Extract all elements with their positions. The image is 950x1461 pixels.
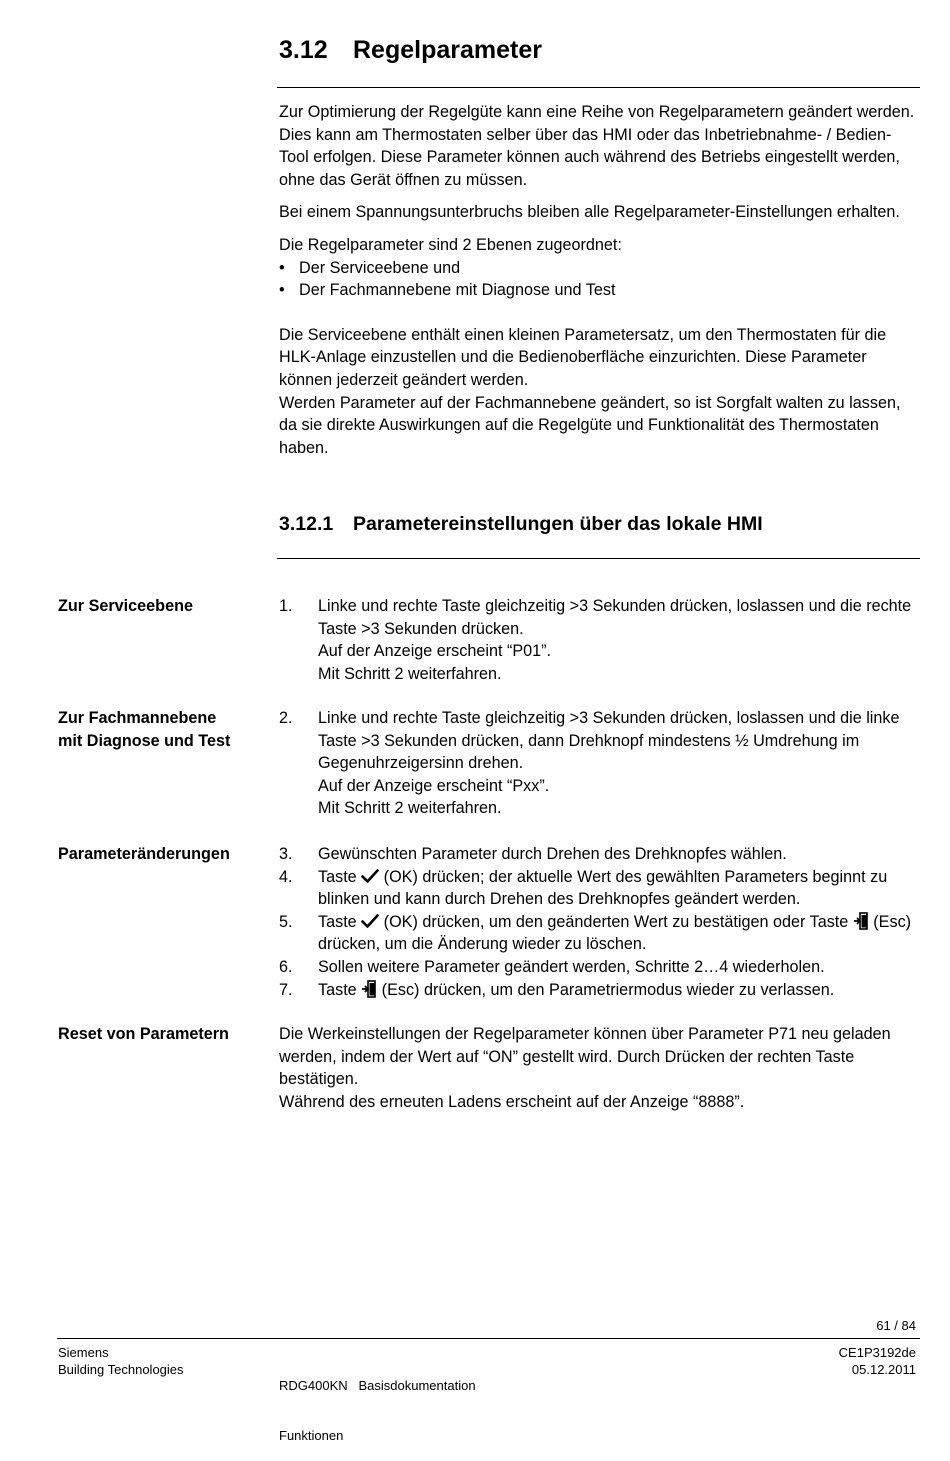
section-title: Regelparameter bbox=[353, 36, 542, 64]
checkmark-icon bbox=[361, 869, 379, 883]
side-label-service: Zur Serviceebene bbox=[58, 597, 193, 615]
intro-paragraph-5: Werden Parameter auf der Fachmannebene geändert, so ist Sorgfalt walten zu lassen, da sie direkte Auswirkungen auf die Regelgüte und Funktionalität des Thermostaten haben. bbox=[279, 393, 901, 457]
subsection-number: 3.12.1 bbox=[279, 513, 334, 535]
side-label-expert: Zur Fachmannebene mit Diagnose und Test bbox=[58, 709, 231, 750]
step-6: 6. Sollen weitere Parameter geändert werden, Schritte 2…4 wiederholen. bbox=[279, 957, 825, 976]
step-5: 5. Taste (OK) drücken, um den geänderten Wert zu bestätigen oder Taste (Esc) drücken, um die Änderung wieder zu löschen. bbox=[279, 912, 912, 954]
exit-door-icon bbox=[853, 912, 869, 930]
intro-paragraph-2: Bei einem Spannungsunterbruchs bleiben alle Regelparameter-Einstellungen erhalten. bbox=[279, 203, 900, 222]
subsection-title: Parametereinstellungen über das lokale HMI bbox=[353, 513, 763, 535]
step-7: 7. Taste (Esc) drücken, um den Parametriermodus wieder zu verlassen. bbox=[279, 980, 835, 999]
bullet-item: • Der Serviceebene und bbox=[279, 258, 461, 277]
intro-paragraph-4: Die Serviceebene enthält einen kleinen Parametersatz, um den Thermostaten für die HLK-Anlage einzustellen und die Bedienoberfläche einzurichten. Diese Parameter können jederzeit geändert werden. bbox=[279, 325, 887, 389]
checkmark-icon bbox=[361, 914, 379, 928]
exit-door-icon bbox=[361, 980, 377, 998]
step-3: 3. Gewünschten Parameter durch Drehen des Drehknopfes wählen. bbox=[279, 845, 787, 863]
reset-paragraph-2: Während des erneuten Ladens erscheint auf der Anzeige “8888”. bbox=[279, 1092, 745, 1111]
footer-product: RDG400KN Basisdokumentation Funktionen bbox=[279, 1378, 476, 1443]
intro-paragraph-1: Zur Optimierung der Regelgüte kann eine Reihe von Regelparametern geändert werden. Dies kann am Thermostaten selber über das HMI oder das Inbetriebnahme- / Bedien-Tool erfolgen. Diese Parameter können auch während des Betriebs eingestellt werden, ohne das Gerät öffnen zu müssen. bbox=[279, 103, 915, 189]
step-4: 4. Taste (OK) drücken; der aktuelle Wert des gewählten Parameters beginnt zu blinken und kann durch Drehen des Drehknopfes geändert werden. bbox=[279, 867, 888, 909]
steps-3-to-7 bbox=[279, 843, 919, 1001]
section-rule bbox=[277, 87, 920, 88]
footer-doc-info: CE1P3192de 05.12.2011 bbox=[838, 1345, 916, 1377]
subsection-heading bbox=[279, 513, 763, 536]
step-1: 1. Linke und rechte Taste gleichzeitig >3 Sekunden drücken, loslassen und die rechte Taste >3 Sekunden drücken. Auf der Anzeige erscheint “P01”. Mit Schritt 2 weiterfahren. bbox=[279, 597, 912, 683]
reset-block bbox=[279, 1023, 919, 1113]
section-heading bbox=[279, 36, 542, 65]
page-number: 61 / 84 bbox=[876, 1318, 916, 1333]
intro-block bbox=[279, 101, 919, 459]
side-label-reset: Reset von Parametern bbox=[58, 1025, 229, 1043]
step-2: 2. Linke und rechte Taste gleichzeitig >3 Sekunden drücken, loslassen und die linke Taste >3 Sekunden drücken, dann Drehknopf mindestens ½ Umdrehung im Gegenuhrzeigersinn drehen. Auf der Anzeige erscheint “Pxx”. Mit Schritt 2 weiterfahren. bbox=[279, 709, 900, 818]
bullet-item: • Der Fachmannebene mit Diagnose und Test bbox=[279, 281, 616, 300]
footer-company: Siemens Building Technologies bbox=[58, 1345, 184, 1377]
side-label-changes: Parameteränderungen bbox=[58, 845, 230, 863]
subsection-rule bbox=[277, 558, 920, 559]
intro-paragraph-3: Die Regelparameter sind 2 Ebenen zugeordnet: bbox=[279, 235, 622, 254]
reset-paragraph-1: Die Werkeinstellungen der Regelparameter können über Parameter P71 neu geladen werden, indem der Wert auf “ON” gestellt wird. Durch Drücken der rechten Taste bestätigen. bbox=[279, 1025, 891, 1089]
footer-rule bbox=[57, 1338, 920, 1339]
section-number: 3.12 bbox=[279, 36, 328, 64]
